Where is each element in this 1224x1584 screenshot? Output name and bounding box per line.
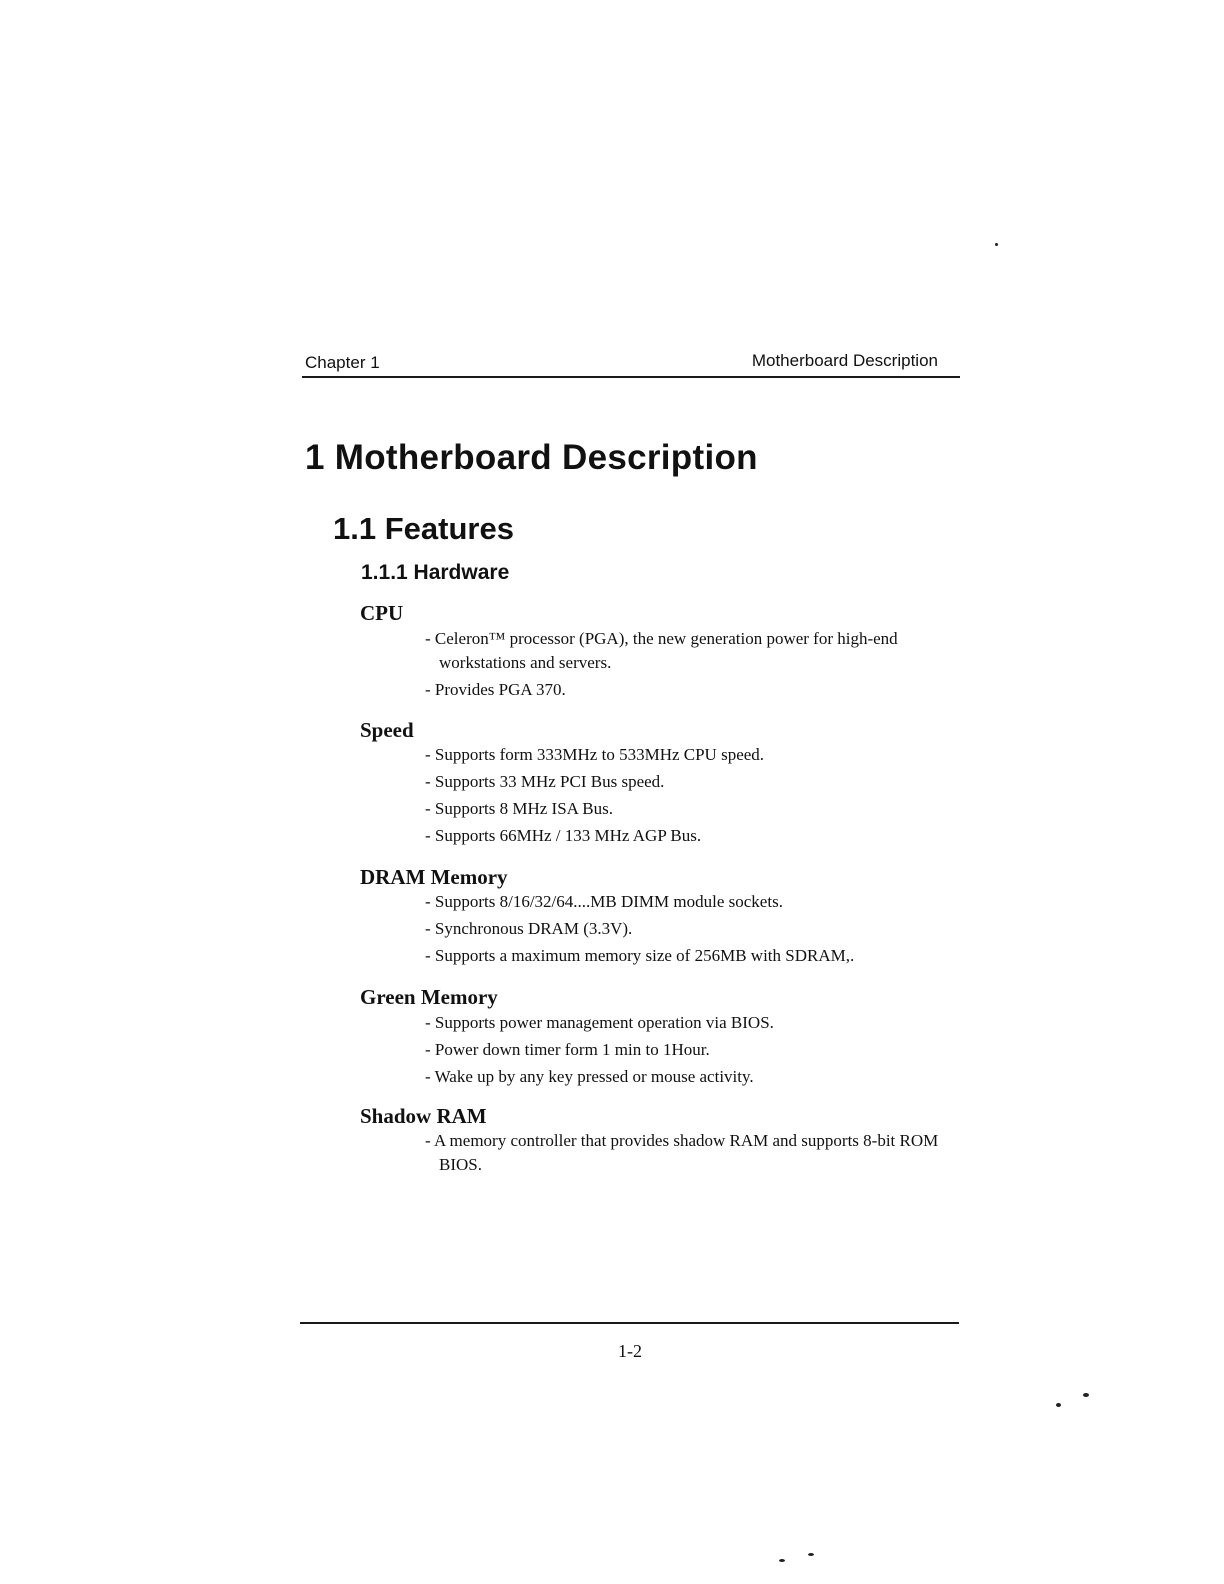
shadow-ram-list xyxy=(425,1129,960,1180)
scan-speck xyxy=(1083,1393,1089,1397)
subsection-heading: 1.1.1 Hardware xyxy=(361,561,510,584)
footer-rule xyxy=(300,1322,959,1324)
list-item: - Supports form 333MHz to 533MHz CPU speed. xyxy=(425,745,765,764)
list-item: - Wake up by any key pressed or mouse activity. xyxy=(425,1067,754,1086)
list-item: - Supports 66MHz / 133 MHz AGP Bus. xyxy=(425,826,702,845)
list-item: - A memory controller that provides shadow RAM and supports 8-bit ROM BIOS. xyxy=(425,1131,939,1174)
list-item: - Supports 8 MHz ISA Bus. xyxy=(425,799,613,818)
shadow-ram-heading: Shadow RAM xyxy=(360,1104,487,1128)
speed-list xyxy=(425,743,960,851)
dram-list xyxy=(425,890,960,971)
dram-heading: DRAM Memory xyxy=(360,865,508,889)
green-memory-list xyxy=(425,1011,960,1092)
list-item: - Synchronous DRAM (3.3V). xyxy=(425,919,633,938)
header-section: Motherboard Description xyxy=(751,351,938,370)
speed-heading: Speed xyxy=(360,718,414,742)
cpu-heading: CPU xyxy=(360,601,404,625)
list-item: - Celeron™ processor (PGA), the new generation power for high-end workstations and servers. xyxy=(425,629,898,672)
list-item: - Provides PGA 370. xyxy=(425,680,566,699)
scan-speck xyxy=(808,1553,814,1556)
scan-speck xyxy=(779,1559,785,1562)
list-item: - Supports power management operation via BIOS. xyxy=(425,1013,774,1032)
header-chapter: Chapter 1 xyxy=(305,353,380,372)
list-item: - Power down timer form 1 min to 1Hour. xyxy=(425,1040,710,1059)
list-item: - Supports 33 MHz PCI Bus speed. xyxy=(425,772,665,791)
page-number: 1-2 xyxy=(618,1341,642,1361)
section-heading: 1.1 Features xyxy=(333,511,514,546)
running-header xyxy=(302,348,960,378)
list-item: - Supports a maximum memory size of 256MB with SDRAM,. xyxy=(425,946,855,965)
green-memory-heading: Green Memory xyxy=(360,985,498,1009)
chapter-title: 1 Motherboard Description xyxy=(305,438,758,477)
scan-speck xyxy=(1056,1403,1061,1407)
scan-speck xyxy=(995,243,998,246)
list-item: - Supports 8/16/32/64....MB DIMM module sockets. xyxy=(425,892,783,911)
cpu-list xyxy=(425,627,960,705)
